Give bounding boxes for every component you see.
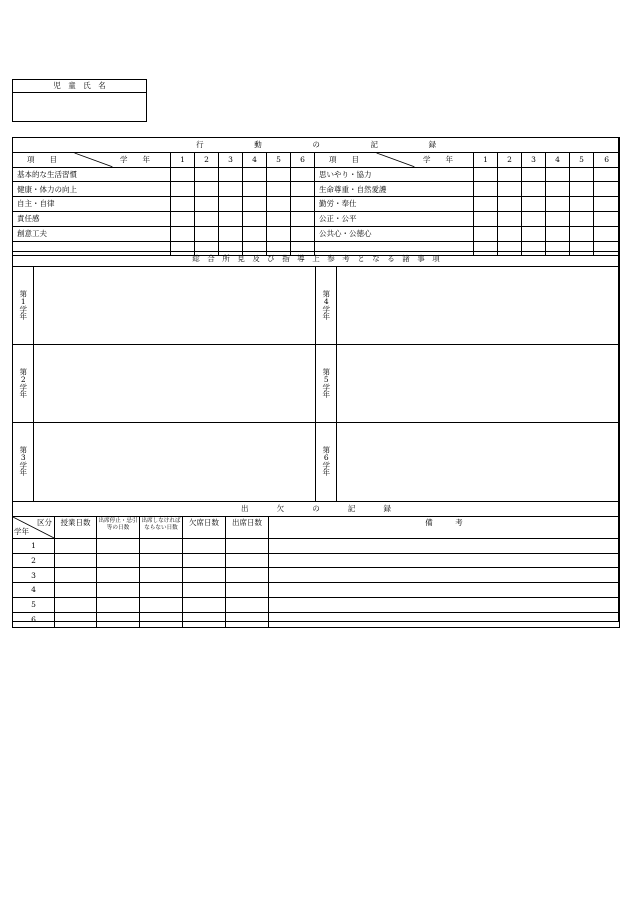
attendance-grade: 1 bbox=[13, 538, 55, 553]
student-name-box bbox=[12, 79, 147, 122]
attendance-grade: 5 bbox=[13, 597, 55, 612]
attendance-grade: 6 bbox=[13, 612, 55, 627]
behavior-item-right: 思いやり・協力 bbox=[315, 167, 474, 182]
behavior-item-left: 責任感 bbox=[13, 211, 171, 226]
behavior-item-left: 自主・自律 bbox=[13, 197, 171, 212]
behavior-item-left: 基本的な生活習慣 bbox=[13, 167, 171, 182]
student-name-label: 児 童 氏 名 bbox=[13, 80, 146, 93]
grade-header: 2 bbox=[195, 152, 219, 167]
behavior-item-left: 創意工夫 bbox=[13, 226, 171, 241]
col-suspension-days: 出席停止・忌引等の日数 bbox=[97, 516, 140, 538]
col-attendance-days: 出席日数 bbox=[226, 516, 269, 538]
col-absence-days: 欠席日数 bbox=[183, 516, 226, 538]
behavior-item-right: 生命尊重・自然愛護 bbox=[315, 182, 474, 197]
year-label-4: 第4学年 bbox=[316, 266, 337, 344]
attendance-corner-header: 区分 学年 bbox=[13, 516, 55, 538]
behavior-title: 行 動 の 記 録 bbox=[13, 138, 620, 153]
main-frame bbox=[12, 137, 619, 622]
col-required-days: 出席しなければならない日数 bbox=[140, 516, 183, 538]
grade-header: 4 bbox=[243, 152, 267, 167]
behavior-header-right: 項 目 学 年 bbox=[315, 152, 474, 167]
year-label-2: 第2学年 bbox=[13, 344, 34, 422]
behavior-item-left: 健康・体力の向上 bbox=[13, 182, 171, 197]
year-label-6: 第6学年 bbox=[316, 422, 337, 501]
grade-header: 6 bbox=[594, 152, 620, 167]
behavior-item-right: 公正・公平 bbox=[315, 211, 474, 226]
grade-header: 6 bbox=[291, 152, 315, 167]
student-name-field[interactable] bbox=[13, 93, 146, 123]
grade-header: 3 bbox=[219, 152, 243, 167]
grade-header: 4 bbox=[546, 152, 570, 167]
attendance-grade: 3 bbox=[13, 568, 55, 583]
year-label-5: 第5学年 bbox=[316, 344, 337, 422]
behavior-header-left: 項 目 学 年 bbox=[13, 152, 171, 167]
grade-header: 1 bbox=[474, 152, 498, 167]
grade-header: 2 bbox=[498, 152, 522, 167]
col-remarks: 備 考 bbox=[269, 516, 620, 538]
grade-header: 3 bbox=[522, 152, 546, 167]
grade-header: 5 bbox=[570, 152, 594, 167]
year-label-1: 第1学年 bbox=[13, 266, 34, 344]
behavior-item-right: 公共心・公徳心 bbox=[315, 226, 474, 241]
grade-header: 5 bbox=[267, 152, 291, 167]
attendance-grade: 4 bbox=[13, 583, 55, 598]
year-label-3: 第3学年 bbox=[13, 422, 34, 501]
attendance-grade: 2 bbox=[13, 553, 55, 568]
grade-header: 1 bbox=[171, 152, 195, 167]
attendance-title: 出 欠 の 記 録 bbox=[13, 502, 620, 517]
comments-title: 総 合 所 見 及 び 指 導 上 参 考 と な る 諸 事 項 bbox=[13, 252, 620, 267]
behavior-item-right: 勤労・奉仕 bbox=[315, 197, 474, 212]
col-lesson-days: 授業日数 bbox=[55, 516, 97, 538]
